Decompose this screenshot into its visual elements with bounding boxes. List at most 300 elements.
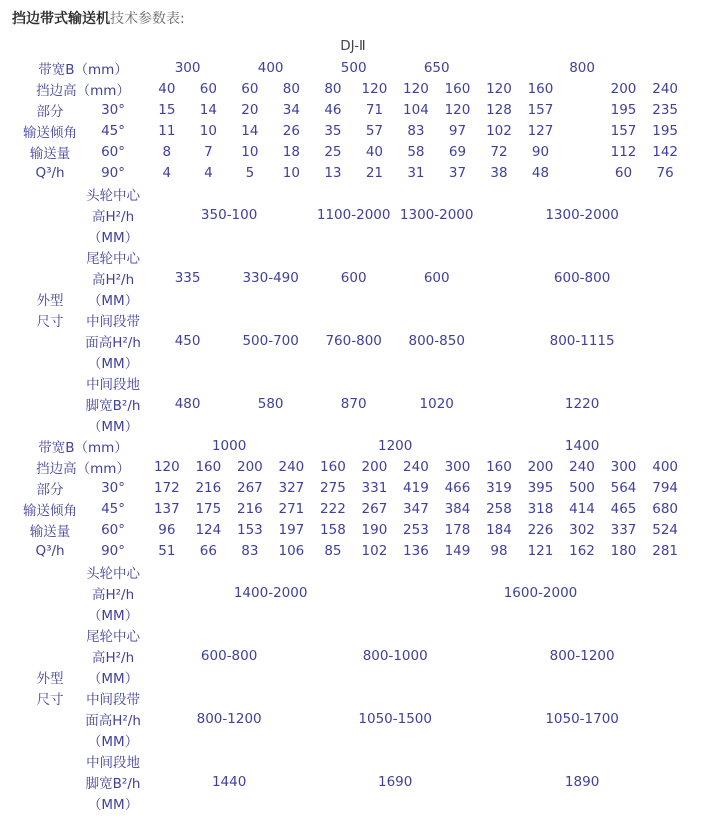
section-label — [20, 330, 80, 351]
spec-label: 高H²/h — [91, 649, 135, 666]
section-label — [20, 393, 80, 414]
value-cell: 302 — [569, 521, 595, 538]
value-cell: 1400 — [564, 437, 600, 454]
spec-label: 高H²/h — [91, 208, 135, 225]
value-cell: 14 — [241, 122, 259, 139]
value-cell: 83 — [407, 122, 425, 139]
row-label: 带宽B（mm） — [38, 61, 128, 78]
section-label — [20, 414, 80, 435]
table-row — [20, 666, 686, 687]
table-row — [20, 603, 686, 624]
value-cell: 564 — [610, 479, 637, 496]
section-label — [20, 372, 80, 393]
value-cell: 121 — [527, 542, 554, 559]
table-row — [20, 204, 686, 225]
value-cell: 8 — [162, 143, 172, 160]
value-cell: 195 — [610, 101, 637, 118]
value-cell: 160 — [320, 458, 346, 475]
value-cell: 327 — [278, 479, 305, 496]
table-row — [20, 582, 686, 603]
value-cell: 500-700 — [242, 332, 299, 349]
value-cell: 794 — [652, 479, 679, 496]
value-cell: 1050-1500 — [358, 710, 432, 727]
value-cell: 57 — [365, 122, 384, 139]
value-cell: 500 — [340, 59, 367, 76]
section-label — [20, 624, 80, 645]
value-cell: 400 — [257, 59, 284, 76]
angle-label: 60° — [101, 521, 126, 538]
value-cell: 160 — [444, 80, 471, 97]
spec-label: 尾轮中心 — [86, 628, 141, 645]
value-cell: 271 — [278, 500, 305, 517]
value-cell: 800-1115 — [549, 332, 615, 349]
empty-cell — [146, 246, 686, 267]
section-label — [20, 582, 80, 603]
spec-table — [20, 57, 686, 813]
value-cell: 600-800 — [553, 269, 611, 286]
value-cell: 384 — [444, 500, 471, 517]
empty-cell — [437, 771, 479, 792]
section-label — [20, 225, 80, 246]
section-label — [20, 246, 80, 267]
empty-cell — [561, 162, 603, 183]
table-row — [20, 120, 686, 141]
empty-cell — [146, 666, 686, 687]
empty-cell — [146, 351, 686, 372]
value-cell: 1890 — [564, 773, 600, 790]
spec-label: 中间段地 — [86, 376, 141, 393]
value-cell: 800-1200 — [549, 647, 615, 664]
empty-cell — [146, 309, 686, 330]
value-cell: 281 — [652, 542, 679, 559]
empty-cell — [146, 414, 686, 435]
value-cell: 112 — [610, 143, 637, 160]
value-cell: 200 — [236, 458, 263, 475]
spec-label: （MM） — [87, 607, 139, 624]
section-label: 部分 — [36, 103, 64, 120]
value-cell: 11 — [158, 122, 176, 139]
table-row — [20, 624, 686, 645]
value-cell: 18 — [282, 143, 300, 160]
value-cell: 480 — [174, 395, 201, 412]
spec-table-body — [20, 57, 686, 813]
spec-label: （MM） — [87, 733, 139, 750]
value-cell: 184 — [486, 521, 512, 538]
value-cell: 80 — [282, 80, 300, 97]
value-cell: 162 — [569, 542, 595, 559]
section-label — [20, 603, 80, 624]
value-cell: 4 — [204, 164, 213, 181]
spec-label: 脚宽B²/h — [85, 397, 141, 414]
value-cell: 800-1000 — [362, 647, 428, 664]
table-row — [20, 393, 686, 414]
value-cell: 128 — [486, 101, 512, 118]
page-title — [0, 0, 706, 33]
value-cell: 69 — [448, 143, 467, 160]
section-label — [20, 771, 80, 792]
angle-label: 30° — [101, 479, 126, 496]
value-cell: 216 — [195, 479, 222, 496]
value-cell: 58 — [407, 143, 425, 160]
empty-cell — [271, 645, 354, 666]
value-cell: 37 — [448, 164, 467, 181]
empty-cell — [271, 204, 313, 225]
spec-label: 面高H²/h — [85, 712, 141, 729]
spec-label: 高H²/h — [91, 271, 135, 288]
value-cell: 1220 — [564, 395, 600, 412]
empty-cell — [561, 141, 603, 162]
section-label: Q³/h — [35, 542, 65, 559]
value-cell: 800-1200 — [196, 710, 262, 727]
value-cell: 157 — [527, 101, 554, 118]
value-cell: 26 — [282, 122, 300, 139]
value-cell: 600 — [423, 269, 450, 286]
value-cell: 15 — [158, 101, 176, 118]
spec-label: 头轮中心 — [86, 187, 141, 204]
value-cell: 1300-2000 — [545, 206, 619, 223]
table-row — [20, 519, 686, 540]
row-label: 挡边高（mm） — [36, 82, 130, 99]
value-cell: 319 — [486, 479, 512, 496]
table-row — [20, 78, 686, 99]
empty-cell — [146, 792, 686, 813]
empty-cell — [146, 288, 686, 309]
table-row — [20, 477, 686, 498]
spec-label: 中间段带 — [86, 691, 141, 708]
value-cell: 450 — [174, 332, 201, 349]
section-label: 部分 — [36, 481, 64, 498]
table-row — [20, 414, 686, 435]
value-cell: 149 — [444, 542, 471, 559]
value-cell: 1690 — [378, 773, 413, 790]
value-cell: 350-100 — [200, 206, 258, 223]
value-cell: 1050-1700 — [545, 710, 619, 727]
table-row — [20, 330, 686, 351]
spec-label: 高H²/h — [91, 586, 135, 603]
table-row — [20, 351, 686, 372]
value-cell: 34 — [282, 101, 300, 118]
value-cell: 102 — [361, 542, 388, 559]
value-cell: 195 — [652, 122, 679, 139]
empty-cell — [271, 771, 354, 792]
table-row — [20, 729, 686, 750]
value-cell: 160 — [486, 458, 512, 475]
value-cell: 200 — [361, 458, 388, 475]
empty-cell — [146, 687, 686, 708]
section-label — [20, 204, 80, 225]
table-row — [20, 771, 686, 792]
empty-cell — [146, 582, 229, 603]
value-cell: 760-800 — [325, 332, 382, 349]
empty-cell — [146, 645, 188, 666]
value-cell: 5 — [245, 164, 255, 181]
spec-label: 头轮中心 — [86, 565, 141, 582]
model-label: DJ-Ⅱ — [340, 38, 366, 54]
section-label: 输送倾角 — [23, 502, 78, 519]
value-cell: 172 — [153, 479, 180, 496]
value-cell: 136 — [403, 542, 429, 559]
value-cell: 331 — [361, 479, 388, 496]
table-row — [20, 141, 686, 162]
value-cell: 120 — [486, 80, 512, 97]
angle-label: 45° — [101, 500, 126, 517]
value-cell: 4 — [162, 164, 172, 181]
row-label: 带宽B（mm） — [38, 439, 128, 456]
value-cell: 318 — [527, 500, 554, 517]
value-cell: 38 — [490, 164, 508, 181]
spec-label: 中间段带 — [86, 313, 141, 330]
value-cell: 127 — [527, 122, 554, 139]
value-cell: 71 — [365, 101, 384, 118]
title-product-name: 挡边带式输送机 — [12, 11, 110, 27]
value-cell: 96 — [158, 521, 176, 538]
section-label: 输送量 — [29, 523, 71, 540]
value-cell: 870 — [340, 395, 367, 412]
spec-label: （MM） — [87, 670, 139, 687]
table-row — [20, 561, 686, 582]
value-cell: 275 — [320, 479, 346, 496]
value-cell: 10 — [241, 143, 259, 160]
value-cell: 600 — [340, 269, 367, 286]
value-cell: 1100-2000 — [316, 206, 391, 223]
value-cell: 102 — [486, 122, 512, 139]
table-row — [20, 246, 686, 267]
value-cell: 190 — [361, 521, 388, 538]
section-label: 尺寸 — [36, 313, 64, 330]
value-cell: 83 — [241, 542, 259, 559]
value-cell: 200 — [610, 80, 637, 97]
table-row — [20, 372, 686, 393]
empty-cell — [561, 99, 603, 120]
value-cell: 235 — [652, 101, 679, 118]
value-cell: 253 — [403, 521, 429, 538]
value-cell: 267 — [361, 500, 388, 517]
value-cell: 104 — [403, 101, 429, 118]
value-cell: 1020 — [419, 395, 454, 412]
value-cell: 7 — [204, 143, 213, 160]
value-cell: 97 — [448, 122, 467, 139]
empty-cell — [146, 624, 686, 645]
value-cell: 80 — [324, 80, 342, 97]
value-cell: 10 — [282, 164, 300, 181]
section-label: 输送倾角 — [23, 124, 78, 141]
value-cell: 337 — [610, 521, 637, 538]
angle-label: 90° — [101, 542, 126, 559]
value-cell: 1200 — [378, 437, 413, 454]
section-label: 输送量 — [29, 145, 71, 162]
value-cell: 1600-2000 — [503, 584, 578, 601]
empty-cell — [146, 729, 686, 750]
section-label — [20, 351, 80, 372]
value-cell: 60 — [614, 164, 633, 181]
spec-label: 脚宽B²/h — [85, 775, 141, 792]
value-cell: 106 — [278, 542, 305, 559]
value-cell: 25 — [324, 143, 342, 160]
table-row — [20, 456, 686, 477]
value-cell: 21 — [365, 164, 384, 181]
angle-label: 45° — [101, 122, 126, 139]
table-row — [20, 498, 686, 519]
value-cell: 800-850 — [408, 332, 465, 349]
value-cell: 160 — [195, 458, 222, 475]
value-cell: 222 — [320, 500, 346, 517]
section-label: Q³/h — [35, 164, 65, 181]
empty-cell — [146, 225, 686, 246]
section-label — [20, 750, 80, 771]
value-cell: 414 — [569, 500, 595, 517]
value-cell: 178 — [444, 521, 471, 538]
value-cell: 98 — [490, 542, 508, 559]
value-cell: 66 — [199, 542, 217, 559]
value-cell: 240 — [569, 458, 595, 475]
value-cell: 600-800 — [200, 647, 258, 664]
value-cell: 1000 — [211, 437, 247, 454]
value-cell: 216 — [236, 500, 263, 517]
table-row — [20, 183, 686, 204]
value-cell: 31 — [407, 164, 425, 181]
section-label — [20, 183, 80, 204]
spec-label: 尾轮中心 — [86, 250, 141, 267]
spec-label: （MM） — [87, 796, 139, 813]
section-label — [20, 267, 80, 288]
value-cell: 158 — [320, 521, 346, 538]
spec-label: （MM） — [87, 418, 139, 435]
empty-cell — [146, 561, 686, 582]
empty-cell — [146, 204, 188, 225]
value-cell: 395 — [527, 479, 554, 496]
value-cell: 650 — [423, 59, 450, 76]
empty-cell — [146, 603, 686, 624]
spec-label: （MM） — [87, 355, 139, 372]
value-cell: 500 — [569, 479, 595, 496]
value-cell: 137 — [153, 500, 180, 517]
value-cell: 40 — [365, 143, 384, 160]
empty-cell — [561, 120, 603, 141]
angle-label: 30° — [101, 101, 126, 118]
empty-cell — [146, 771, 188, 792]
value-cell: 300 — [610, 458, 637, 475]
value-cell: 46 — [324, 101, 342, 118]
value-cell: 124 — [195, 521, 222, 538]
value-cell: 200 — [527, 458, 554, 475]
value-cell: 267 — [236, 479, 263, 496]
value-cell: 300 — [174, 59, 201, 76]
table-row — [20, 57, 686, 78]
value-cell: 10 — [199, 122, 217, 139]
section-label — [20, 645, 80, 666]
value-cell: 680 — [652, 500, 679, 517]
table-row — [20, 435, 686, 456]
table-row — [20, 540, 686, 561]
value-cell: 465 — [610, 500, 637, 517]
value-cell: 120 — [153, 458, 180, 475]
table-row — [20, 708, 686, 729]
table-row — [20, 162, 686, 183]
section-label — [20, 792, 80, 813]
title-suffix: 技术参数表: — [110, 11, 185, 27]
value-cell: 60 — [199, 80, 217, 97]
section-label — [20, 561, 80, 582]
table-row — [20, 309, 686, 330]
value-cell: 1400-2000 — [233, 584, 308, 601]
value-cell: 13 — [324, 164, 342, 181]
value-cell: 800 — [569, 59, 595, 76]
spec-label: （MM） — [87, 229, 139, 246]
value-cell: 258 — [486, 500, 512, 517]
table-row — [20, 225, 686, 246]
value-cell: 120 — [361, 80, 388, 97]
value-cell: 76 — [656, 164, 674, 181]
empty-cell — [271, 708, 354, 729]
value-cell: 1300-2000 — [399, 206, 474, 223]
value-cell: 419 — [403, 479, 429, 496]
value-cell: 40 — [158, 80, 176, 97]
value-cell: 120 — [403, 80, 429, 97]
empty-cell — [437, 645, 479, 666]
empty-cell — [146, 750, 686, 771]
value-cell: 160 — [527, 80, 554, 97]
value-cell: 524 — [652, 521, 679, 538]
table-row — [20, 267, 686, 288]
table-row — [20, 645, 686, 666]
angle-label: 90° — [101, 164, 126, 181]
empty-cell — [146, 708, 188, 729]
empty-cell — [146, 183, 686, 204]
value-cell: 226 — [527, 521, 554, 538]
value-cell: 14 — [199, 101, 217, 118]
row-label: 挡边高（mm） — [36, 460, 130, 477]
value-cell: 120 — [444, 101, 471, 118]
value-cell: 51 — [158, 542, 176, 559]
value-cell: 72 — [490, 143, 508, 160]
section-label: 外型 — [36, 670, 64, 687]
table-row — [20, 792, 686, 813]
empty-cell — [561, 78, 603, 99]
angle-label: 60° — [101, 143, 126, 160]
empty-cell — [437, 708, 479, 729]
value-cell: 335 — [174, 269, 201, 286]
value-cell: 580 — [257, 395, 284, 412]
empty-cell — [603, 582, 686, 603]
value-cell: 197 — [278, 521, 305, 538]
value-cell: 1440 — [211, 773, 247, 790]
section-label — [20, 708, 80, 729]
value-cell: 240 — [278, 458, 305, 475]
empty-cell — [146, 372, 686, 393]
spec-label: （MM） — [87, 292, 139, 309]
value-cell: 180 — [610, 542, 637, 559]
value-cell: 20 — [241, 101, 259, 118]
section-label — [20, 729, 80, 750]
table-row — [20, 687, 686, 708]
value-cell: 400 — [652, 458, 679, 475]
value-cell: 90 — [531, 143, 550, 160]
section-label: 尺寸 — [36, 691, 64, 708]
value-cell: 175 — [195, 500, 222, 517]
table-row — [20, 288, 686, 309]
section-label: 外型 — [36, 292, 64, 309]
value-cell: 240 — [652, 80, 679, 97]
value-cell: 35 — [324, 122, 342, 139]
spec-label: 面高H²/h — [85, 334, 141, 351]
value-cell: 48 — [531, 164, 550, 181]
value-cell: 85 — [324, 542, 342, 559]
value-cell: 347 — [403, 500, 429, 517]
table-row — [20, 99, 686, 120]
table-row — [20, 750, 686, 771]
value-cell: 153 — [236, 521, 263, 538]
value-cell: 60 — [241, 80, 259, 97]
